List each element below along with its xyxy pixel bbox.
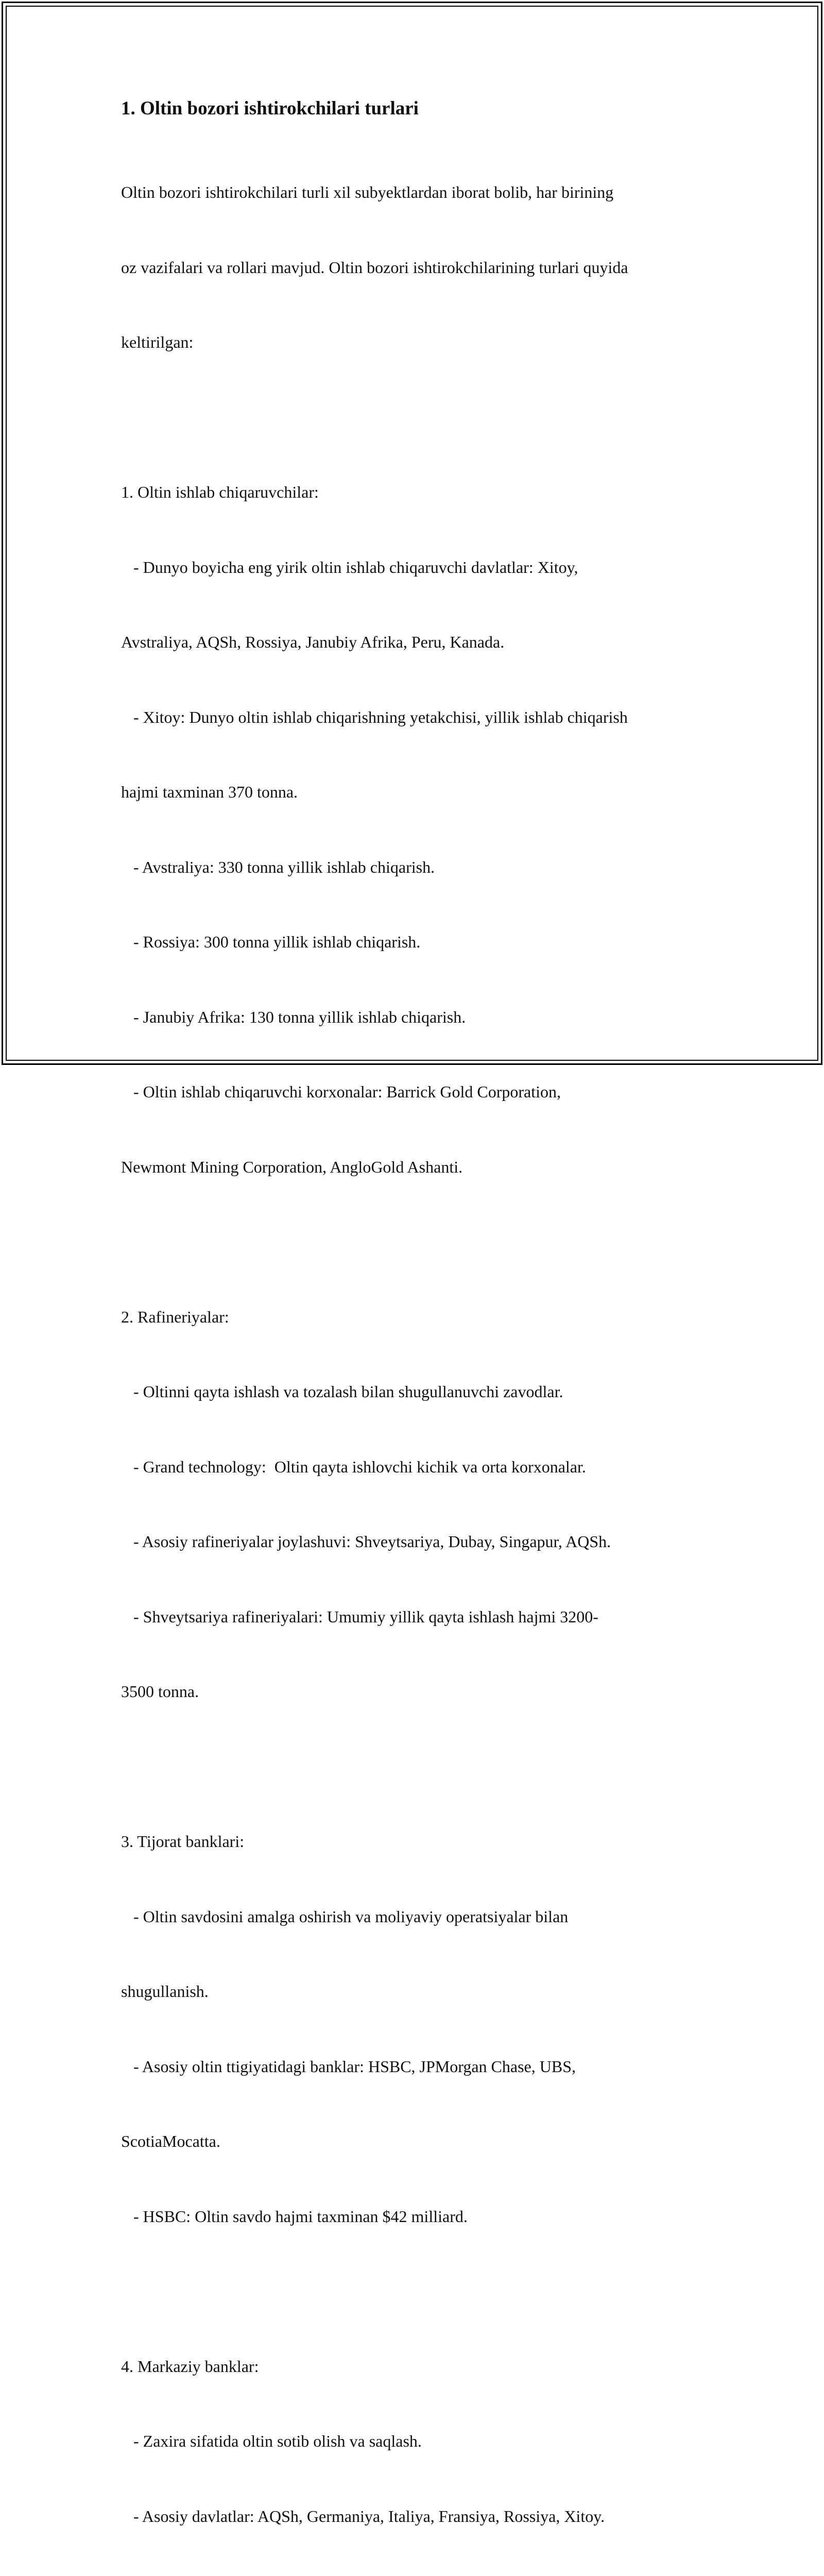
section-heading: 2. Rafineriyalar: (121, 1304, 729, 1330)
section-line: hajmi taxminan 370 tonna. (121, 779, 729, 805)
paragraph-gap (121, 1754, 729, 1780)
section-line: - Grand technology: Oltin qayta ishlovchi kichik va orta korxonalar. (121, 1454, 729, 1480)
section-line: - Rossiya: 300 tonna yillik ishlab chiqarish. (121, 929, 729, 955)
section-line: Avstraliya, AQSh, Rossiya, Janubiy Afrika, Peru, Kanada. (121, 630, 729, 655)
section-line: - Janubiy Afrika: 130 tonna yillik ishlab chiqarish. (121, 1005, 729, 1030)
paragraph-gap (121, 405, 729, 430)
document-page (121, 96, 729, 2576)
section-line: Newmont Mining Corporation, AngloGold Ashanti. (121, 1155, 729, 1180)
section-line: - Asosiy rafineriyalar joylashuvi: Shveytsariya, Dubay, Singapur, AQSh. (121, 1529, 729, 1554)
section-line: - Shveytsariya rafineriyalari: Umumiy yillik qayta ishlash hajmi 3200- (121, 1604, 729, 1630)
section-line: - Avstraliya: 330 tonna yillik ishlab chiqarish. (121, 855, 729, 880)
paragraph-gap (121, 1229, 729, 1255)
section-line: - HSBC: Oltin savdo hajmi taxminan $42 milliard. (121, 2204, 729, 2229)
section-line: - Asosiy davlatlar: AQSh, Germaniya, Italiya, Fransiya, Rossiya, Xitoy. (121, 2504, 729, 2529)
section-line: ScotiaMocatta. (121, 2129, 729, 2154)
section-line: - Zaxira sifatida oltin sotib olish va saqlash. (121, 2429, 729, 2454)
section-heading: 3. Tijorat banklari: (121, 1829, 729, 1854)
section-line: - Dunyo boyicha eng yirik oltin ishlab chiqaruvchi davlatlar: Xitoy, (121, 555, 729, 580)
section-central-banks (121, 2304, 729, 2576)
section-line: - Oltin savdosini amalga oshirish va moliyaviy operatsiyalar bilan (121, 1904, 729, 1929)
section-producers (121, 430, 729, 1229)
section-refineries (121, 1255, 729, 1754)
paragraph-gap (121, 2279, 729, 2304)
intro-line: keltirilgan: (121, 330, 729, 355)
section-line: - Xitoy: Dunyo oltin ishlab chiqarishning yetakchisi, yillik ishlab chiqarish (121, 705, 729, 730)
section-line: 3500 tonna. (121, 1679, 729, 1704)
intro-line: oz vazifalari va rollari mavjud. Oltin bozori ishtirokchilarining turlari quyida (121, 255, 729, 280)
section-line: - Oltinni qayta ishlash va tozalash bilan shugullanuvchi zavodlar. (121, 1379, 729, 1404)
section-heading: 4. Markaziy banklar: (121, 2354, 729, 2379)
section-line: - Asosiy oltin ttigiyatidagi banklar: HSBC, JPMorgan Chase, UBS, (121, 2054, 729, 2079)
intro-paragraph (121, 130, 729, 405)
section-heading: 1. Oltin ishlab chiqaruvchilar: (121, 480, 729, 505)
document-title: 1. Oltin bozori ishtirokchilari turlari (121, 96, 729, 122)
section-commercial-banks (121, 1779, 729, 2279)
section-line: - Oltin ishlab chiqaruvchi korxonalar: Barrick Gold Corporation, (121, 1079, 729, 1105)
section-line: shugullanish. (121, 1979, 729, 2004)
intro-line: Oltin bozori ishtirokchilari turli xil subyektlardan iborat bolib, har birining (121, 180, 729, 205)
